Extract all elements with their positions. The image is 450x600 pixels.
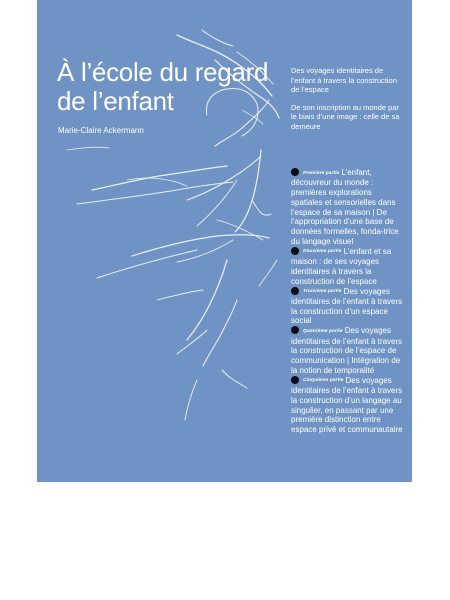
- toc-item-part-2: [291, 247, 405, 287]
- bullet-icon: [291, 287, 299, 295]
- bullet-icon: [291, 376, 299, 384]
- part-label: Première partie: [303, 170, 340, 176]
- bullet-icon: [291, 326, 299, 334]
- table-of-contents: [291, 168, 405, 435]
- part-text: L’enfant, découvreur du monde : premières explorations spatiales et sensorielles dans l’espace de sa maison | De l’appropriation d’une base de données formelles, fonda-trice du langage visuel: [291, 168, 399, 247]
- part-label: Troisième partie: [303, 289, 342, 295]
- author-name: Marie-Claire Ackermann: [58, 126, 144, 135]
- bullet-icon: [291, 168, 299, 176]
- intro-text: [291, 66, 403, 140]
- toc-item-part-3: [291, 287, 405, 327]
- intro-paragraph: Des voyages identitaires de l’enfant à travers la construction de l’espace: [291, 66, 397, 95]
- part-text: Des voyages identitaires de l’enfant à travers la construction de l’espace de communication | Intégration de la notion de temporalité: [291, 326, 403, 375]
- book-title: À l’école du regard de l’enfant: [57, 57, 269, 116]
- toc-item-part-4: [291, 326, 405, 375]
- part-text: Des voyages identitaires de l’enfant à travers la construction d’un espace social: [291, 286, 403, 326]
- part-label: Quatrième partie: [303, 328, 343, 334]
- toc-item-part-5: [291, 376, 405, 435]
- part-text: Des voyages identitaires de l’enfant à travers la construction d’un langage au singulier, en passant par une première distinction entre espace privé et communautaire: [291, 375, 403, 435]
- intro-paragraph: De son inscription au monde par le biais d’une image : celle de sa demeure: [291, 102, 400, 131]
- bullet-icon: [291, 247, 299, 255]
- part-text: L’enfant et sa maison : de ses voyages identitaires à travers la construction de l’espace: [291, 246, 392, 286]
- book-cover: [37, 0, 412, 482]
- toc-item-part-1: [291, 168, 405, 247]
- part-label: Cinquième partie: [303, 378, 344, 384]
- part-label: Deuxième partie: [303, 249, 342, 255]
